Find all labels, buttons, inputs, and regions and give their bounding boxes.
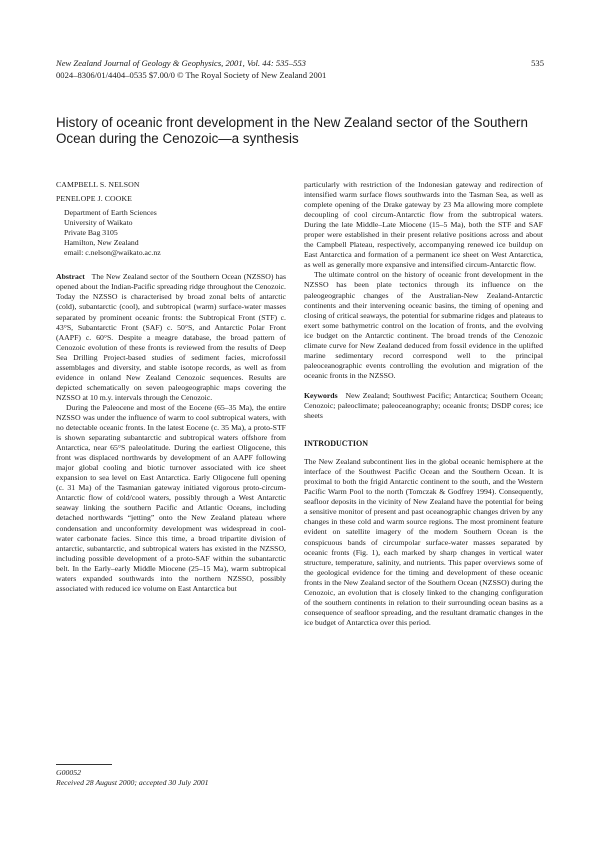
- abstract-paragraph-continued: particularly with restriction of the Indonesian gateway and redirection of intensified warm surface flows southwards into the Tasman Sea, as well as complete opening of the Drake gateway by 23 Ma allowing more complete decoupling of cool circum-Antarctic flow from the subtropical waters. During the late Middle–Late Miocene (15–5 Ma), both the STF and SAF proper were established in their present relative positions across and about the Campbell Plateau, respectively, accompanying renewed ice buildup on East Antarctica and formation of a permanent ice sheet on West Antarctica, as well as generally more expansive and intensified circum-Antarctic flow.: [304, 180, 543, 270]
- received-accepted-dates: Received 28 August 2000; accepted 30 July 2001: [56, 778, 209, 788]
- author-name: CAMPBELL S. NELSON: [56, 180, 140, 189]
- left-column: [56, 180, 286, 594]
- author-email: email: c.nelson@waikato.ac.nz: [64, 248, 161, 258]
- abstract-label: Abstract: [56, 272, 85, 282]
- footnote: [56, 768, 208, 788]
- abstract-text: The New Zealand sector of the Southern Ocean (NZSSO) has opened about the Indian-Pacific spreading ridge throughout the Cenozoic. Today the NZSSO is characterised by broad zonal belts of antarctic (cold), subantarctic (cool), and subtropical (warm) surface-water masses separated by prominent oceanic fronts: the Subtropical Front (STF) c. 43°S, Subantarctic Front (SAF) c. 50°S, and Antarctic Polar Front (AAPF) c. 60°S. Despite a meagre database, the broad pattern of Cenozoic evolution of these fronts is reviewed from the results of Deep Sea Drilling Project-based studies of sediment facies, microfossil assemblages and diversity, and stable isotope records, as well as from evidence in onland New Zealand Cenozoic sequences. Results are depicted schematically on seven paleogeographic maps covering the NZSSO at 10 m.y. intervals through the Cenozoic.: [56, 272, 287, 402]
- affiliation-line: University of Waikato: [64, 218, 133, 228]
- manuscript-code: G00052: [56, 768, 81, 777]
- affiliation-line: Private Bag 3105: [64, 228, 118, 238]
- keywords-label: Keywords: [304, 390, 338, 400]
- affiliation-line: Department of Earth Sciences: [64, 208, 157, 218]
- footnote-rule: [56, 764, 112, 765]
- right-column: [304, 180, 543, 628]
- introduction-text: The New Zealand subcontinent lies in the global oceanic hemisphere at the interface of the Southwest Pacific Ocean and the Southern Ocean. It is proximal to both the frigid Antarctic continent to the south, and the Western Pacific Warm Pool to the north (Tomczak & Godfrey 1994). Consequently, seafloor deposits in the vicinity of New Zealand have the potential for being a sensitive monitor of present and past oceanographic changes driven by any changes in these cold and warm source regions. The most prominent feature evident on satellite imagery of the modern Southern Ocean is the conspicuous bands of circumpolar surface-water masses separated by oceanic fronts (Fig. 1), each marked by sharp changes in vertical water structure, temperature, salinity, and nutrients. This paper overviews some of the geological evidence for the timing and development of these oceanic fronts in the New Zealand sector of the Southern Ocean (NZSSO) during the Cenozoic, an evolution that is closely linked to the changing configuration of the southern continents in relation to their surrounding ocean basins as a consequence of seafloor spreading, and the resultant dramatic changes in the ice budget of Antarctica over this period.: [304, 457, 543, 627]
- issn-copyright-line: 0024–8306/01/4404–0535 $7.00/0 © The Royal Society of New Zealand 2001: [56, 70, 327, 80]
- abstract-paragraph: [56, 272, 286, 403]
- article-title: History of oceanic front development in the New Zealand sector of the Southern Ocean during the Cenozoic—a synthesis: [56, 115, 528, 147]
- abstract-paragraph-2: During the Paleocene and most of the Eocene (65–35 Ma), the entire NZSSO was under the influence of warm to cool subtropical waters, with no detectable oceanic fronts. In the latest Eocene (c. 35 Ma), a proto-STF is shown separating subantarctic and subtropical waters offshore from Antarctica, near 65°S paleolatitude. During the earliest Oligocene, this front was displaced northwards by development of an AAPF following major global cooling and biotic turnover associated with ice sheet expansion to sea level on East Antarctica. Early Oligocene full opening (c. 31 Ma) of the Tasmanian gateway initiated vigorous proto-circum-Antarctic flow of cold/cool waters, possibly through a West Antarctic seaway linking the southern Pacific and Atlantic Oceans, including detached northwards “jetting” onto the New Zealand plateau where condensation and unconformity development was widespread in cool-water carbonate facies. Since this time, a broad tripartite division of antarctic, subantarctic, and subtropical waters has existed in the NZSSO, including possible development of a proto-SAF within the subantarctic belt. In the Early–early Middle Miocene (25–15 Ma), warm subtropical waters expanded southwards into the northern NZSSO, possibly associated with reduced ice volume on East Antarctica but: [56, 402, 286, 593]
- page-number: 535: [531, 58, 544, 68]
- journal-citation: New Zealand Journal of Geology & Geophysics, 2001, Vol. 44: 535–553: [56, 58, 306, 68]
- author-name: PENELOPE J. COOKE: [56, 194, 132, 204]
- abstract-paragraph-4: The ultimate control on the history of oceanic front development in the NZSSO has been plate tectonics through its influence on the paleogeographic changes of the Australian-New Zealand-Antarctic continents and their intervening oceanic basins, the timing of opening and closing of critical seaways, the potential for submarine ridges and plateaus to exert some bathymetric control on the location of fronts, and the evolving ice budget on the Antarctic continent. The broad trends of the Cenozoic climate curve for New Zealand deduced from fossil evidence in the uplifted marine sedimentary record correspond well to the principal paleoceanographic events controlling the evolution and migration of the oceanic fronts in the NZSSO.: [304, 270, 543, 380]
- keywords-text: New Zealand; Southwest Pacific; Antarctica; Southern Ocean; Cenozoic; paleoclimate; paleoceanography; oceanic fronts; DSDP cores; ice sheets: [304, 390, 543, 421]
- affiliation-line: Hamilton, New Zealand: [64, 238, 139, 248]
- keywords-paragraph: [304, 391, 543, 421]
- introduction-heading: INTRODUCTION: [304, 439, 369, 449]
